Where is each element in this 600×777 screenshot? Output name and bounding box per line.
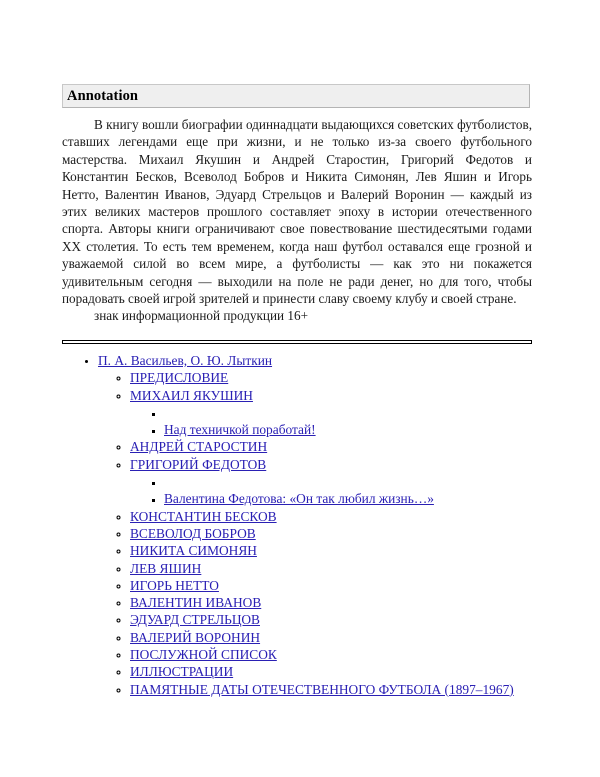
toc-item-authors[interactable]: [98, 352, 538, 698]
annotation-paragraph: В книгу вошли биографии одиннадцати выдающихся советских футболистов, ставших легендами еще при жизни, и не только из-за своего футбольного мастерства. Михаил Якушин и Андрей Старостин, Григорий Федотов и Константин Бесков, Всеволод Бобров и Никита Симонян, Лев Яшин и Игорь Нетто, Валентин Иванов, Эдуард Стрельцов и Валерий Воронин — каждый из этих великих мастеров прошлого составляет эпоху в истории отечественного спорта. Авторы книги ограничивают свое повествование шестидесятыми годами XX столетия. То есть тем временем, когда наш футбол оставался еще грозной и уважаемой силой во всем мире, а футболисты — как это ни покажется удивительным сегодня — выходили на поле не ради денег, но для того, чтобы порадовать своей игрой зрителей и принести славу своему клубу и своей стране.: [62, 117, 532, 307]
toc-item-ivanov[interactable]: [130, 594, 538, 611]
toc-link-beskov[interactable]: КОНСТАНТИН БЕСКОВ: [130, 508, 277, 524]
toc-link-memorable-dates[interactable]: ◦ ПАМЯТНЫЕ ДАТЫ ОТЕЧЕСТВЕННОГО ФУТБОЛА (1897–1967): [130, 681, 514, 697]
toc-link-illustrations[interactable]: ИЛЛЮСТРАЦИИ: [130, 664, 234, 680]
toc-item-service-record[interactable]: [130, 646, 538, 663]
toc-link-streltsov[interactable]: ЭДУАРД СТРЕЛЬЦОВ: [130, 612, 260, 628]
toc-level-3-list-yakushin: [130, 404, 538, 439]
toc-item-yakushin[interactable]: [130, 387, 538, 439]
toc-link-starostin[interactable]: АНДРЕЙ СТАРОСТИН: [130, 439, 268, 455]
toc-level-2-list: [98, 369, 538, 698]
toc-item-fedotov[interactable]: [130, 456, 538, 508]
toc-link-ivanov[interactable]: ВАЛЕНТИН ИВАНОВ: [130, 595, 262, 611]
toc-item-netto[interactable]: [130, 577, 538, 594]
toc-link-yakushin[interactable]: МИХАИЛ ЯКУШИН: [130, 387, 253, 403]
toc-item-yakushin-sub-empty[interactable]: [164, 404, 538, 421]
toc-item-fedotov-sub-empty[interactable]: [164, 473, 538, 490]
toc-link-service-record[interactable]: ПОСЛУЖНОЙ СПИСОК: [130, 647, 277, 663]
toc-item-illustrations[interactable]: [130, 663, 538, 680]
toc-link-fedotov[interactable]: ГРИГОРИЙ ФЕДОТОВ: [130, 456, 267, 472]
toc-item-voronin[interactable]: [130, 629, 538, 646]
toc-item-streltsov[interactable]: [130, 611, 538, 628]
toc-link-yashin[interactable]: ЛЕВ ЯШИН: [130, 560, 202, 576]
toc-item-simonyan[interactable]: [130, 542, 538, 559]
toc-item-starostin[interactable]: [130, 438, 538, 455]
toc-item-preface[interactable]: [130, 369, 538, 386]
toc-link-preface[interactable]: ПРЕДИСЛОВИЕ: [130, 370, 229, 386]
toc-item-fedotov-sub-1[interactable]: [164, 490, 538, 507]
annotation-header-bar: [62, 84, 530, 108]
toc-level-3-list-fedotov: [130, 473, 538, 508]
toc-link-netto[interactable]: ИГОРЬ НЕТТО: [130, 577, 219, 593]
annotation-body: [62, 116, 532, 325]
toc-link-bobrov[interactable]: ВСЕВОЛОД БОБРОВ: [130, 525, 256, 541]
age-rating-note: знак информационной продукции 16+: [94, 308, 309, 324]
toc-item-bobrov[interactable]: [130, 525, 538, 542]
toc-item-memorable-dates[interactable]: [130, 681, 538, 698]
toc-level-1-list: [62, 352, 538, 698]
toc-item-yakushin-sub-1[interactable]: [164, 421, 538, 438]
toc-link-voronin[interactable]: ВАЛЕРИЙ ВОРОНИН: [130, 629, 261, 645]
toc-link-simonyan[interactable]: НИКИТА СИМОНЯН: [130, 543, 257, 559]
section-divider: [62, 340, 532, 344]
annotation-header-title: Annotation: [67, 87, 139, 104]
toc-item-beskov[interactable]: [130, 508, 538, 525]
toc-item-yashin[interactable]: [130, 560, 538, 577]
toc-link-authors[interactable]: П. А. Васильев, О. Ю. Лыткин: [98, 353, 273, 368]
table-of-contents: [62, 352, 538, 698]
toc-link-yakushin-sub-1[interactable]: Над техничкой поработай!: [164, 422, 316, 438]
toc-link-fedotov-sub-1[interactable]: Валентина Федотова: «Он так любил жизнь…»: [164, 491, 434, 507]
